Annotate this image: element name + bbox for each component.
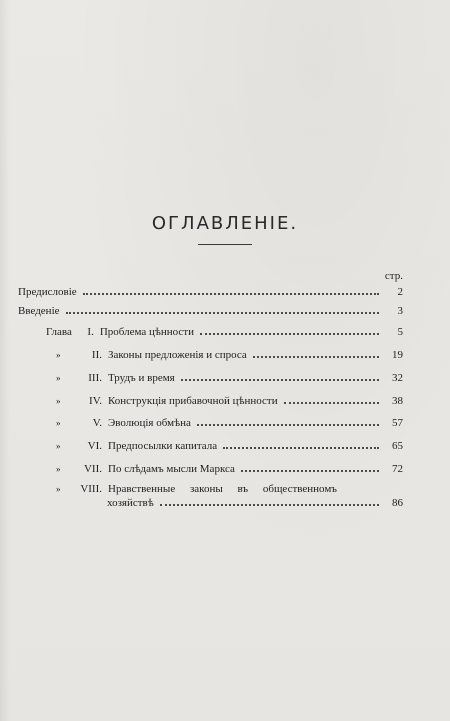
toc-entry-label: Трудъ и время [108, 372, 175, 384]
leader-dots [284, 402, 379, 404]
toc-entry [56, 392, 403, 408]
ditto-mark: » [56, 373, 61, 383]
toc-entry-page: 5 [397, 326, 403, 338]
chapter-number: IV. [89, 395, 102, 407]
ditto-mark: » [56, 396, 61, 406]
spine-shadow [0, 0, 10, 721]
toc-entry [56, 437, 403, 453]
page-column-label: стр. [384, 270, 403, 282]
chapter-number: VI. [87, 440, 102, 452]
page-title: ОГЛАВЛЕНІЕ. [151, 213, 299, 234]
toc-entry-label: Введеніе [18, 305, 60, 317]
toc-entry-page: 86 [392, 497, 403, 509]
toc-entry-label-continued: хозяйствѣ [107, 497, 154, 509]
toc-entry-page: 3 [397, 305, 403, 317]
toc-entry [18, 283, 403, 299]
toc-entry-page: 19 [392, 349, 403, 361]
chapter-number: II. [91, 349, 102, 361]
toc-entry-page: 32 [392, 372, 403, 384]
title-rule [198, 244, 252, 245]
ditto-mark: » [56, 418, 61, 428]
ditto-mark: » [56, 350, 61, 360]
leader-dots [160, 504, 379, 506]
toc-entry-continuation [107, 494, 403, 510]
chapter-number: VII. [83, 463, 102, 475]
leader-dots [66, 312, 379, 314]
toc-entry-page: 65 [392, 440, 403, 452]
toc-entry-label: Конструкція прибавочной цѣнности [108, 395, 278, 407]
ditto-mark: » [56, 441, 61, 451]
leader-dots [197, 424, 379, 426]
toc-entry-label: По слѣдамъ мысли Маркса [108, 463, 235, 475]
chapter-number: I. [87, 326, 94, 338]
leader-dots [200, 333, 379, 335]
leader-dots [253, 356, 379, 358]
leader-dots [241, 470, 379, 472]
toc-entry [56, 369, 403, 385]
toc-entry-label: Законы предложенія и спроса [108, 349, 247, 361]
leader-dots [181, 379, 379, 381]
ditto-mark: » [56, 484, 61, 494]
toc-entry [18, 302, 403, 318]
toc-entry [46, 323, 403, 339]
toc-entry-page: 72 [392, 463, 403, 475]
toc-entry [56, 460, 403, 476]
toc-entry-page: 38 [392, 395, 403, 407]
toc-entry-page: 57 [392, 417, 403, 429]
toc-entry-label: Предисловіе [18, 286, 77, 298]
ditto-mark: » [56, 464, 61, 474]
toc-entry-page: 2 [397, 286, 403, 298]
chapter-number: III. [88, 372, 102, 384]
leader-dots [223, 447, 379, 449]
toc-entry-label: Эволюція обмѣна [108, 417, 191, 429]
toc-entry [56, 346, 403, 362]
toc-entry-label: Нравственные законы въ общественномъ [108, 483, 337, 495]
chapter-number: VIII. [80, 483, 102, 495]
toc-entry-label: Проблема цѣнности [99, 326, 194, 338]
toc-entry [56, 414, 403, 430]
toc-entry-label: Предпосылки капитала [108, 440, 218, 452]
leader-dots [83, 293, 379, 295]
chapter-prefix: Глава [46, 326, 72, 338]
chapter-number: V. [92, 417, 102, 429]
